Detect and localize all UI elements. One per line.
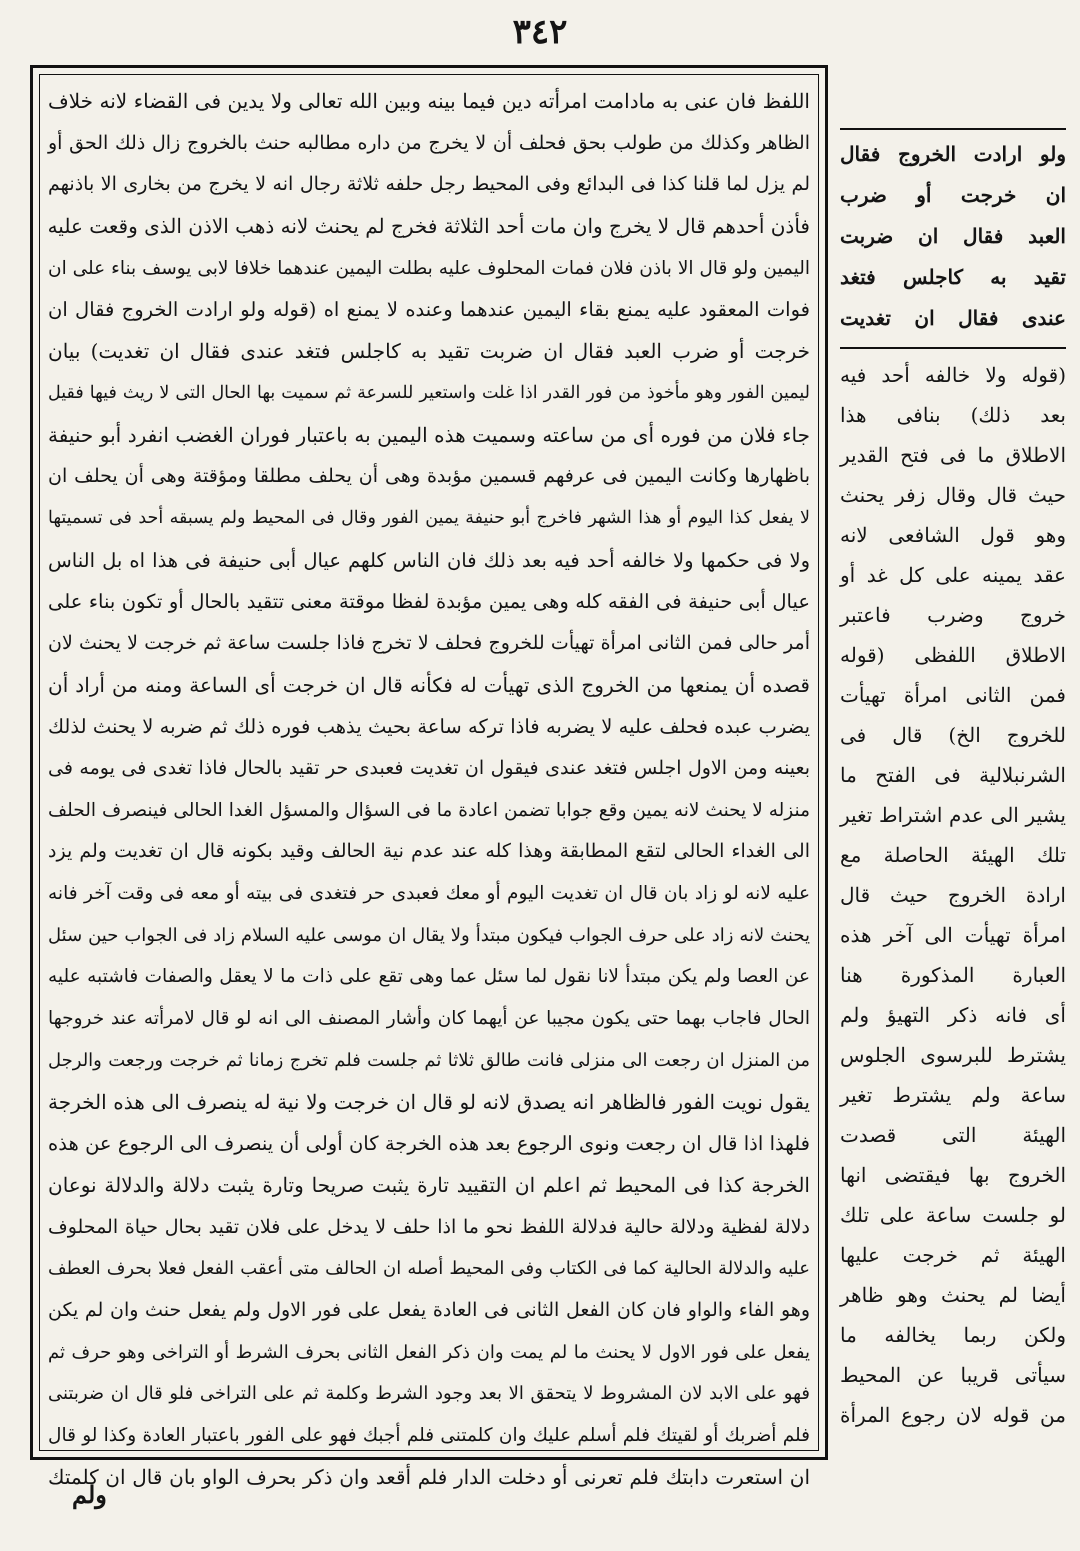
main-text-line: فأذن أحدهم قال لا يخرج وان مات أحد الثلاثة فخرج لم يحنث لانه ذهب الاذن الذى وقعت عليه: [47, 214, 810, 239]
margin-line: يشير الى عدم اشتراط تغير: [840, 803, 1066, 827]
main-text-line: ليمين الفور وهو مأخوذ من فور القدر اذا غلت واستعير للسرعة ثم سميت بها الحال التى لا ريث فيها فقيل: [48, 382, 810, 403]
margin-line: عندى فقال ان تغديت: [840, 306, 1066, 330]
margin-line: امرأة تهيأت الى آخر هذه: [840, 923, 1066, 947]
main-text-line: دلالة لفظية ودلالة حالية فدلالة اللفظ نحو ما اذا حلف لا يدخل على فلان تقيد بحال حياة المحلوف: [48, 1215, 810, 1238]
main-text-line: عيال أبى حنيفة فى الفقه كله وهى يمين مؤبدة لفظا موقتة معنى تتقيد بالحال أو تكون بناء على: [48, 590, 810, 614]
main-text-line: يضرب عبده فحلف عليه لا يضربه فاذا تركه ساعة بحيث يذهب فوره ذلك ثم ضربه لا يحنث لذلك: [48, 715, 810, 739]
main-text-line: اللفظ فان عنى به مادامت امرأته دين فيما بينه وبين الله تعالى ولا يدين فى القضاء لانه خلاف: [48, 89, 810, 113]
margin-line: تلك الهيئة الحاصلة مع: [840, 843, 1066, 867]
main-text-line: الحال فاجاب بهما حتى يكون مجيبا عن أيهما كان وأشار المصنف الى انه لو قال لامرأته عند خروجها: [48, 1008, 810, 1030]
margin-top-rule: [840, 128, 1066, 130]
margin-line: ولو ارادت الخروج فقال: [840, 142, 1066, 166]
catchword: ولم: [72, 1480, 107, 1509]
margin-line: أيضا لم يحنث وهو ظاهر: [840, 1283, 1066, 1307]
main-text-line: أمر حالى فمن الثانى امرأة تهيأت للخروج فحلف لا تخرج فاذا جلست ساعة ثم خرجت لا يحنث لان: [48, 631, 810, 654]
main-text-line: منزله لا يحنث لانه يمين وقع جوابا تضمن اعادة ما فى السؤال والمسؤل الغدا الحالى فينصرف الحلف: [48, 799, 810, 821]
main-text-line: الى الغداء الحالى لتقع المطابقة وهذا كله عند عدم نية الحالف وقيد بكونه قال ان تغديت ولم يزد: [48, 840, 810, 863]
margin-line: الخروج بها فيقتضى انها: [840, 1163, 1066, 1187]
margin-line: وهو قول الشافعى لانه: [840, 523, 1066, 547]
margin-line: من قوله لان رجوع المرأة: [840, 1403, 1066, 1427]
margin-line: ولكن ربما يخالفه ما: [840, 1323, 1066, 1347]
margin-line: الاطلاق اللفظى (قوله: [840, 643, 1066, 667]
margin-line: بعد ذلك) بنافى هذا: [840, 403, 1066, 427]
margin-line: تقيد به كاجلس فتغد: [840, 265, 1066, 289]
main-text-line: عليه لانه لو زاد بان قال ان تغديت اليوم أو معك فعبدى حر فتغدى فى بيته أو معه فى وقت آخر فانه: [48, 883, 810, 905]
main-text-line: خرجت أو ضرب العبد فقال ان ضربت تقيد به كاجلس فتغد عندى فقال ان تغديت) بيان: [48, 339, 810, 364]
main-text-line: ان استعرت دابتك فلم تعرنى أو دخلت الدار فلم أقعد وان ذكر بحرف الواو بان قال ان كلمتك: [48, 1464, 810, 1489]
main-text-body: [39, 74, 819, 1489]
main-text-line: قصده أن يمنعها من الخروج الذى تهيأت له فكأنه قال ان خرجت أى الساعة ومنه من أراد أن: [48, 672, 810, 697]
margin-line: يشترط للبرسوى الجلوس: [840, 1043, 1066, 1067]
main-text-line: عن العصا ولم يكن مبتدأ لانا نقول لما سئل عما وهى تقع على ذات ما لا يعقل والصفات فاشتبه عليه: [48, 966, 810, 988]
margin-line: الهيئة ثم خرجت عليها: [840, 1243, 1066, 1267]
margin-line: فمن الثانى امرأة تهيأت: [840, 683, 1066, 707]
margin-line: (قوله ولا خالفه أحد فيه: [840, 363, 1066, 387]
margin-line: حيث قال وقال زفر يحنث: [840, 483, 1066, 507]
margin-line: العبارة المذكورة هنا: [840, 963, 1066, 987]
margin-line: للخروج الخ) قال فى: [840, 723, 1066, 747]
margin-line: الشرنبلالية فى الفتح ما: [840, 763, 1066, 787]
margin-line: سيأتى قريبا عن المحيط: [840, 1363, 1066, 1387]
main-text-line: جاء فلان من فوره أى من ساعته وسميت هذه اليمين به باعتبار فوران الغضب انفرد أبو حنيفة: [48, 422, 810, 447]
main-text-line: فلهذا اذا قال ان رجعت ونوى الرجوع بعد هذه الخرجة كان أولى أن ينصرف الى الرجوع عن هذه: [48, 1132, 810, 1156]
main-text-line: يفعل على فور الاول لا يحنث ما لم يمت وان ذكر الفعل الثانى بحرف الشرط أو التراخى وهو حرف ثم: [48, 1341, 810, 1363]
margin-line: عقد يمينه على كل غد أو: [840, 563, 1066, 587]
margin-line: العبد فقال ان ضربت: [840, 224, 1066, 248]
page-number: ٣٤٢: [512, 12, 568, 52]
main-text-line: بعينه ومن الاول اجلس فتغد عندى فيقول ان تغديت فعبدى حر تقيد بالحال فاذا تغدى فى يومه فى: [48, 757, 810, 779]
margin-line: ارادة الخروج حيث قال: [840, 883, 1066, 907]
main-text-line: الظاهر وكذلك من طولب بحق فحلف أن لا يخرج من داره مطالبه حنث بالخروج زال ذلك الحق أو: [48, 131, 810, 154]
main-text-line: ولا فى حكمها ولا خالفه أحد فيه بعد ذلك فان الناس كلهم عيال أبى حنيفة فى هذا اه بل الناس: [48, 548, 810, 572]
main-text-frame: [30, 65, 828, 1489]
main-text-line: لم يزل لما قلنا كذا فى البدائع وفى المحيط رجل حلفه ثلاثة رجال انه لا يخرج من بخارى الا باذنهم: [48, 173, 810, 196]
margin-line: الاطلاق ما فى فتح القدير: [840, 443, 1066, 467]
margin-line: لو جلست ساعة على تلك: [840, 1203, 1066, 1227]
main-text-line: فلم أضربك أو لقيتك فلم أسلم عليك وان كلمتنى فلم أجبك فهو على الفور باعتبار العادة وكذا لو قال: [48, 1425, 810, 1446]
main-text-line: من المنزل ان رجعت الى منزلى فانت طالق ثلاثا ثم جلست فلم تخرج زمانا ثم خرجت ورجعت والرجل: [48, 1049, 810, 1071]
main-text-line: وهو الفاء والواو فان كان الفعل الثانى فى العادة يفعل على فور الاول ولم يفعل حنث وان لم يكن: [48, 1298, 810, 1321]
margin-line: خروج وضرب فاعتبر: [840, 603, 1066, 627]
main-text-line: يقول نويت الفور فالظاهر انه يصدق لانه لو قال ان خرجت ولا نية له ينصرف الى هذه الخرجة: [48, 1089, 810, 1114]
margin-line: ان خرجت أو ضرب: [840, 183, 1066, 207]
margin-line: أى فانه ذكر التهيؤ ولم: [840, 1003, 1066, 1027]
main-text-line: باظهارها وكانت اليمين فى عرفهم قسمين مؤبدة وهى أن يحلف مطلقا ومؤقتة وهى أن يحلف ان: [48, 465, 810, 488]
main-text-line: لا يفعل كذا اليوم أو هذا الشهر فاخرج أبو حنيفة يمين الفور وقال فى المحيط ولم يسبقه أحد فى تسميتها: [48, 507, 810, 528]
main-text-line: اليمين ولو قال الا باذن فلان فمات المحلوف عليه بطلت اليمين عندهما خلافا لابى يوسف بناء على ان: [48, 257, 810, 279]
main-text-line: فوات المعقود عليه يمنع بقاء اليمين عندهما وعنده لا يمنع اه (قوله ولو ارادت الخروج فقال ان: [48, 298, 810, 322]
margin-divider: [840, 347, 1066, 349]
main-text-line: عليه والدلالة الحالية كما فى الكتاب وفى المحيط أصله ان الحالف متى أعقب الفعل فعلا بحرف العطف: [48, 1258, 810, 1280]
margin-commentary: [840, 128, 1066, 1446]
main-text-line: الخرجة كذا فى المحيط ثم اعلم ان التقييد تارة يثبت صريحا وتارة يثبت دلالة والدلالة نوعان: [48, 1172, 810, 1197]
margin-line: الهيئة التى قصدت: [840, 1123, 1066, 1147]
margin-hashiya: [840, 355, 1066, 1435]
main-text-line: يحنث لانه زاد على حرف الجواب فيكون مبتدأ ولا يقال ان موسى عليه السلام زاد فى الجواب حين سئل: [48, 924, 810, 946]
margin-matn-excerpt: [840, 134, 1066, 339]
main-text-line: فهو على الابد لان المشروط لا يتحقق الا بعد وجود الشرط وكلمة ثم على التراخى فلو قال ان ضربتنى: [48, 1383, 810, 1405]
margin-line: ساعة ولم يشترط تغير: [840, 1083, 1066, 1107]
